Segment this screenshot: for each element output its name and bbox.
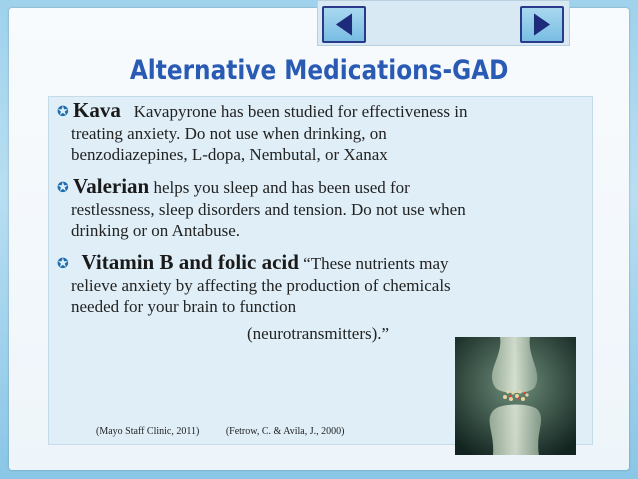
bullet-text: treating anxiety. Do not use when drinking, on: [71, 124, 387, 143]
reference-fetrow: (Fetrow, C. & Avila, J., 2000): [225, 426, 345, 437]
bullet-kava: [57, 100, 597, 165]
bullet-text: helps you sleep and has been used for: [153, 178, 410, 197]
navigation-bar: [317, 0, 570, 46]
reference-mayo: (Mayo Staff Clinic, 2011): [96, 426, 200, 437]
slide-title: Alternative Medications-GAD: [129, 55, 509, 86]
term-kava: Kava: [73, 98, 121, 122]
bullet-valerian: [57, 176, 597, 241]
bullet-text: Kavapyrone has been studied for effectiveness in: [133, 102, 468, 121]
bullet-text: needed for your brain to function: [71, 297, 297, 316]
bullet-text: benzodiazepines, L-dopa, Nembutal, or Xanax: [71, 145, 388, 164]
bullet-text: “These nutrients may: [303, 254, 449, 273]
bullet-list: [57, 100, 597, 355]
bullet-vitamin-b: [57, 252, 597, 344]
bullet-marker-icon: ✪: [57, 180, 69, 196]
triangle-right-icon: [522, 8, 562, 41]
term-valerian: Valerian: [73, 174, 150, 198]
bullet-text: restlessness, sleep disorders and tension. Do not use when: [71, 200, 466, 219]
bullet-text: (neurotransmitters).”: [247, 324, 390, 343]
bullet-marker-icon: ✪: [57, 104, 69, 120]
term-vitamin-b: Vitamin B and folic acid: [81, 250, 299, 274]
bullet-text: drinking or on Antabuse.: [71, 221, 241, 240]
previous-slide-button[interactable]: [322, 6, 366, 43]
triangle-left-icon: [324, 8, 364, 41]
references: [96, 426, 368, 437]
next-slide-button[interactable]: [520, 6, 564, 43]
synapse-illustration: [455, 337, 576, 455]
bullet-marker-icon: ✪: [57, 256, 69, 272]
bullet-text: relieve anxiety by affecting the production of chemicals: [71, 276, 451, 295]
synapse-image: [455, 337, 576, 455]
